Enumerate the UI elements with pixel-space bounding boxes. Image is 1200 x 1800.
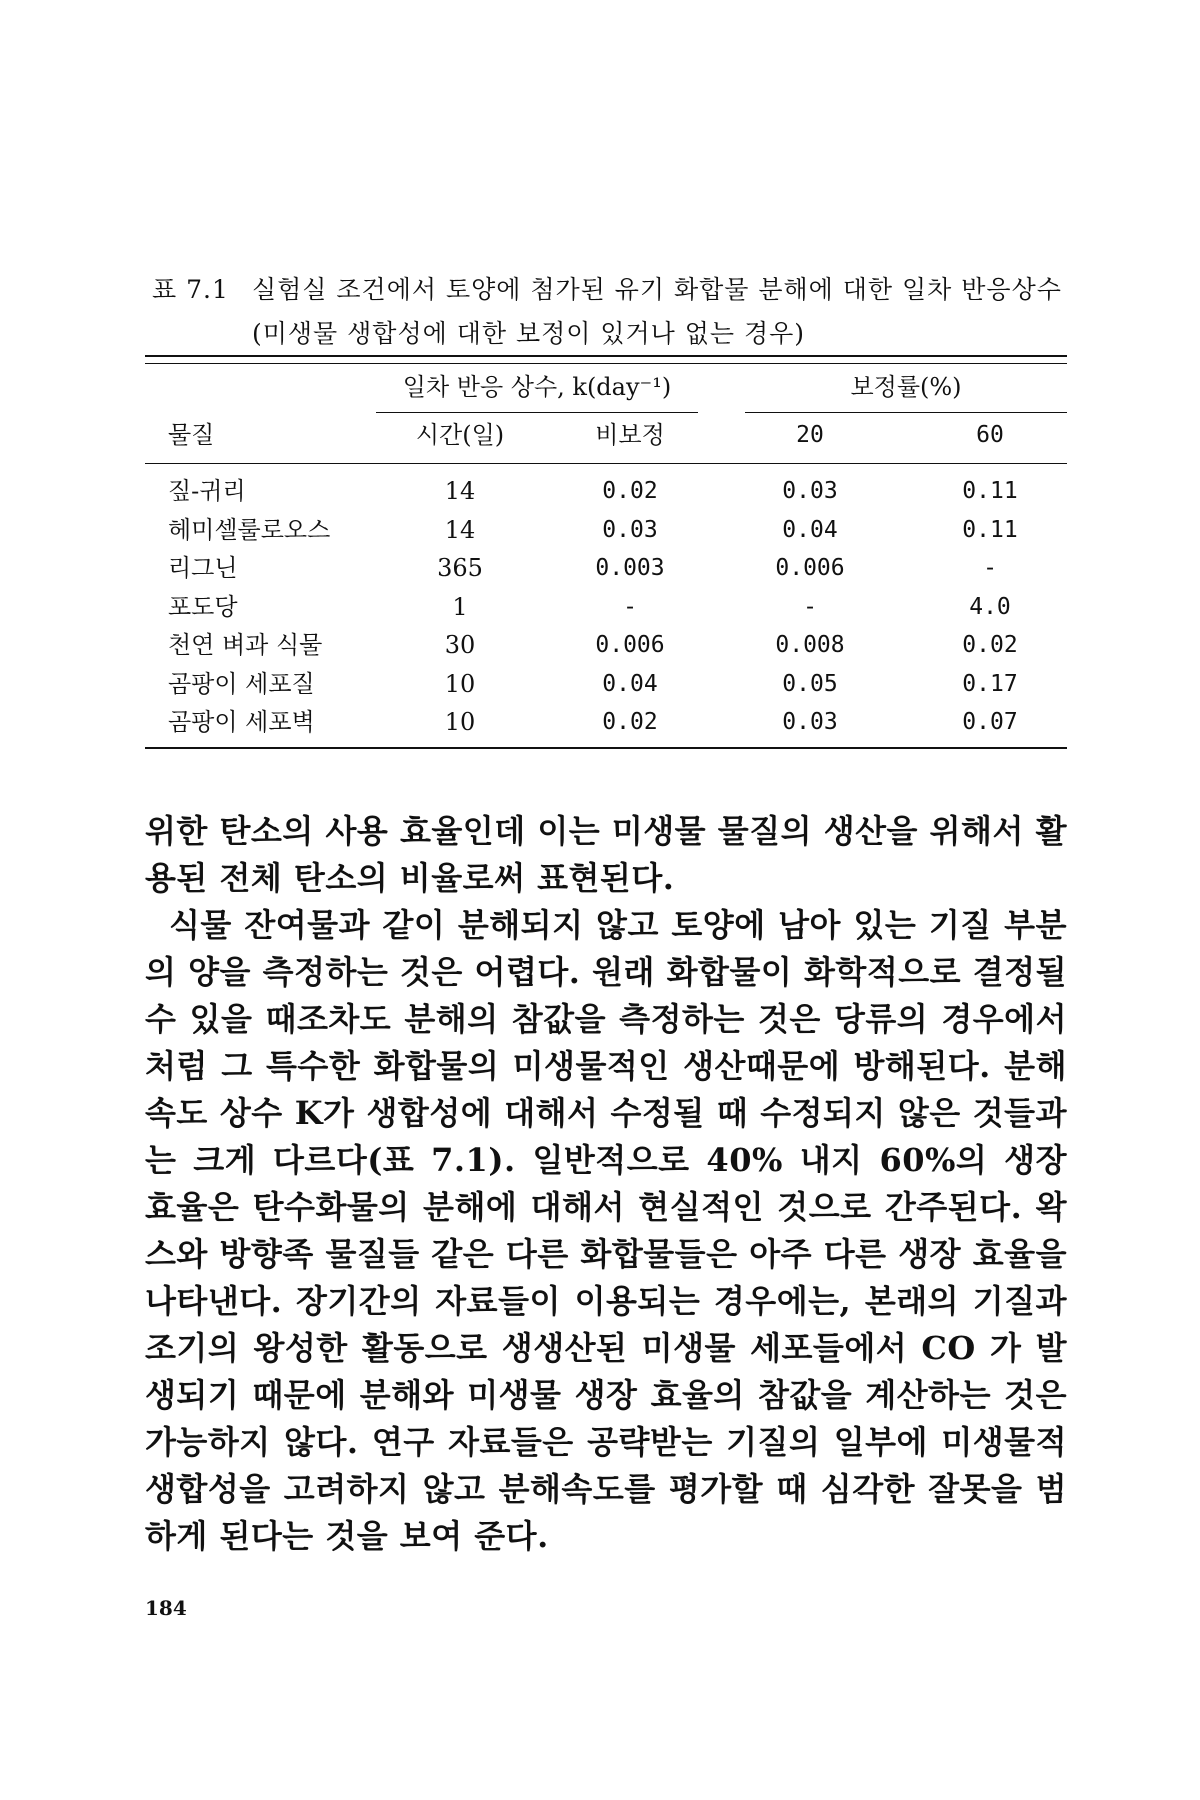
group-header-rule (745, 412, 1067, 413)
group-header-rule (376, 412, 698, 413)
table-cell-value: - (803, 594, 817, 620)
table-cell-value: 0.11 (962, 517, 1018, 543)
table-cell-value: 0.04 (782, 517, 838, 543)
table-cell-substance: 리그닌 (168, 554, 238, 582)
table-cell-value: 0.006 (775, 555, 845, 581)
column-header-20: 20 (796, 422, 824, 448)
column-header-substance: 물질 (168, 421, 215, 449)
table-cell-value: 0.11 (962, 478, 1018, 504)
table-cell-value: 0.03 (782, 478, 838, 504)
table-cell-value: 0.03 (602, 517, 658, 543)
table-cell-value: 1 (452, 593, 468, 621)
table-caption-text: 실험실 조건에서 토양에 첨가된 유기 화합물 분해에 대한 일차 반응상수(미생물 생합성에 대한 보정이 있거나 없는 경우) (252, 275, 1062, 348)
table-bottom-rule (145, 747, 1067, 749)
table-cell-substance: 헤미셀룰로오스 (168, 516, 331, 544)
table-cell-value: 0.008 (775, 632, 845, 658)
table-cell-value: 0.02 (962, 632, 1018, 658)
group-header-rate-constant: 일차 반응 상수, k(day⁻¹) (402, 373, 672, 401)
table-cell-value: 0.003 (595, 555, 665, 581)
table-cell-substance: 포도당 (168, 593, 238, 621)
table-header-rule (145, 463, 1067, 464)
column-header-60: 60 (976, 422, 1004, 448)
paragraph: 위한 탄소의 사용 효율인데 이는 미생물 물질의 생산을 위해서 활용된 전체 탄소의 비율로써 표현된다. (145, 812, 1067, 897)
table-cell-value: 0.04 (602, 671, 658, 697)
table-top-rule (145, 355, 1067, 357)
page-number: 184 (145, 1596, 187, 1620)
group-header-correction: 보정률(%) (850, 373, 962, 401)
table-cell-substance: 곰팡이 세포벽 (168, 708, 315, 736)
column-header-time: 시간(일) (415, 421, 505, 449)
table-cell-value: 14 (444, 516, 476, 544)
table-cell-value: - (983, 555, 997, 581)
table-cell-value: 4.0 (969, 594, 1011, 620)
table-cell-value: 14 (444, 477, 476, 505)
table-cell-value: 0.07 (962, 709, 1018, 735)
table-cell-substance: 천연 벼과 식물 (168, 631, 323, 659)
paragraph: 식물 잔여물과 같이 분해되지 않고 토양에 남아 있는 기질 부분의 양을 측정하는 것은 어렵다. 원래 화합물이 화학적으로 결정될 수 있을 때조차도 분해의 참값을 측정하는 것은 당류의 경우에서처럼 그 특수한 화합물의 미생물적인 생산때문에 방해된다. 분해 속도 상수 K가 생합성에 대해서 수정될 때 수정되지 않은 것들과는 크게 다르다(표 7.1). 일반적으로 40% 내지 60%의 생장 효율은 탄수화물의 분해에 대해서 현실적인 것으로 간주된다. 왁스와 방향족 물질들 같은 다른 화합물들은 아주 다른 생장 효율을 나타낸다. 장기간의 자료들이 이용되는 경우에는, 본래의 기질과 조기의 왕성한 활동으로 생생산된 미생물 세포들에서 CO 가 발생되기 때문에 분해와 미생물 생장 효율의 참값을 계산하는 것은 가능하지 않다. 연구 자료들은 공략받는 기질의 일부에 미생물적 생합성을 고려하지 않고 분해속도를 평가할 때 심각한 잘못을 범하게 된다는 것을 보여 준다. (145, 906, 1067, 1555)
table-caption (152, 268, 1072, 356)
table-cell-value: 365 (437, 554, 483, 582)
column-header-uncorrected: 비보정 (595, 421, 665, 449)
table-cell-value: 0.02 (602, 478, 658, 504)
body-text (145, 808, 1067, 1560)
table-top-rule-inner (145, 363, 1067, 364)
table-cell-substance: 짚-귀리 (168, 477, 246, 505)
table-cell-value: 0.05 (782, 671, 838, 697)
table-cell-value: 0.02 (602, 709, 658, 735)
table-cell-substance: 곰팡이 세포질 (168, 670, 315, 698)
table-cell-value: 10 (444, 670, 476, 698)
table-cell-value: - (623, 594, 637, 620)
table-cell-value: 0.006 (595, 632, 665, 658)
table-cell-value: 30 (444, 631, 476, 659)
table-cell-value: 0.17 (962, 671, 1018, 697)
table-cell-value: 0.03 (782, 709, 838, 735)
table-cell-value: 10 (444, 708, 476, 736)
table-caption-label: 표 7.1 (152, 275, 229, 304)
